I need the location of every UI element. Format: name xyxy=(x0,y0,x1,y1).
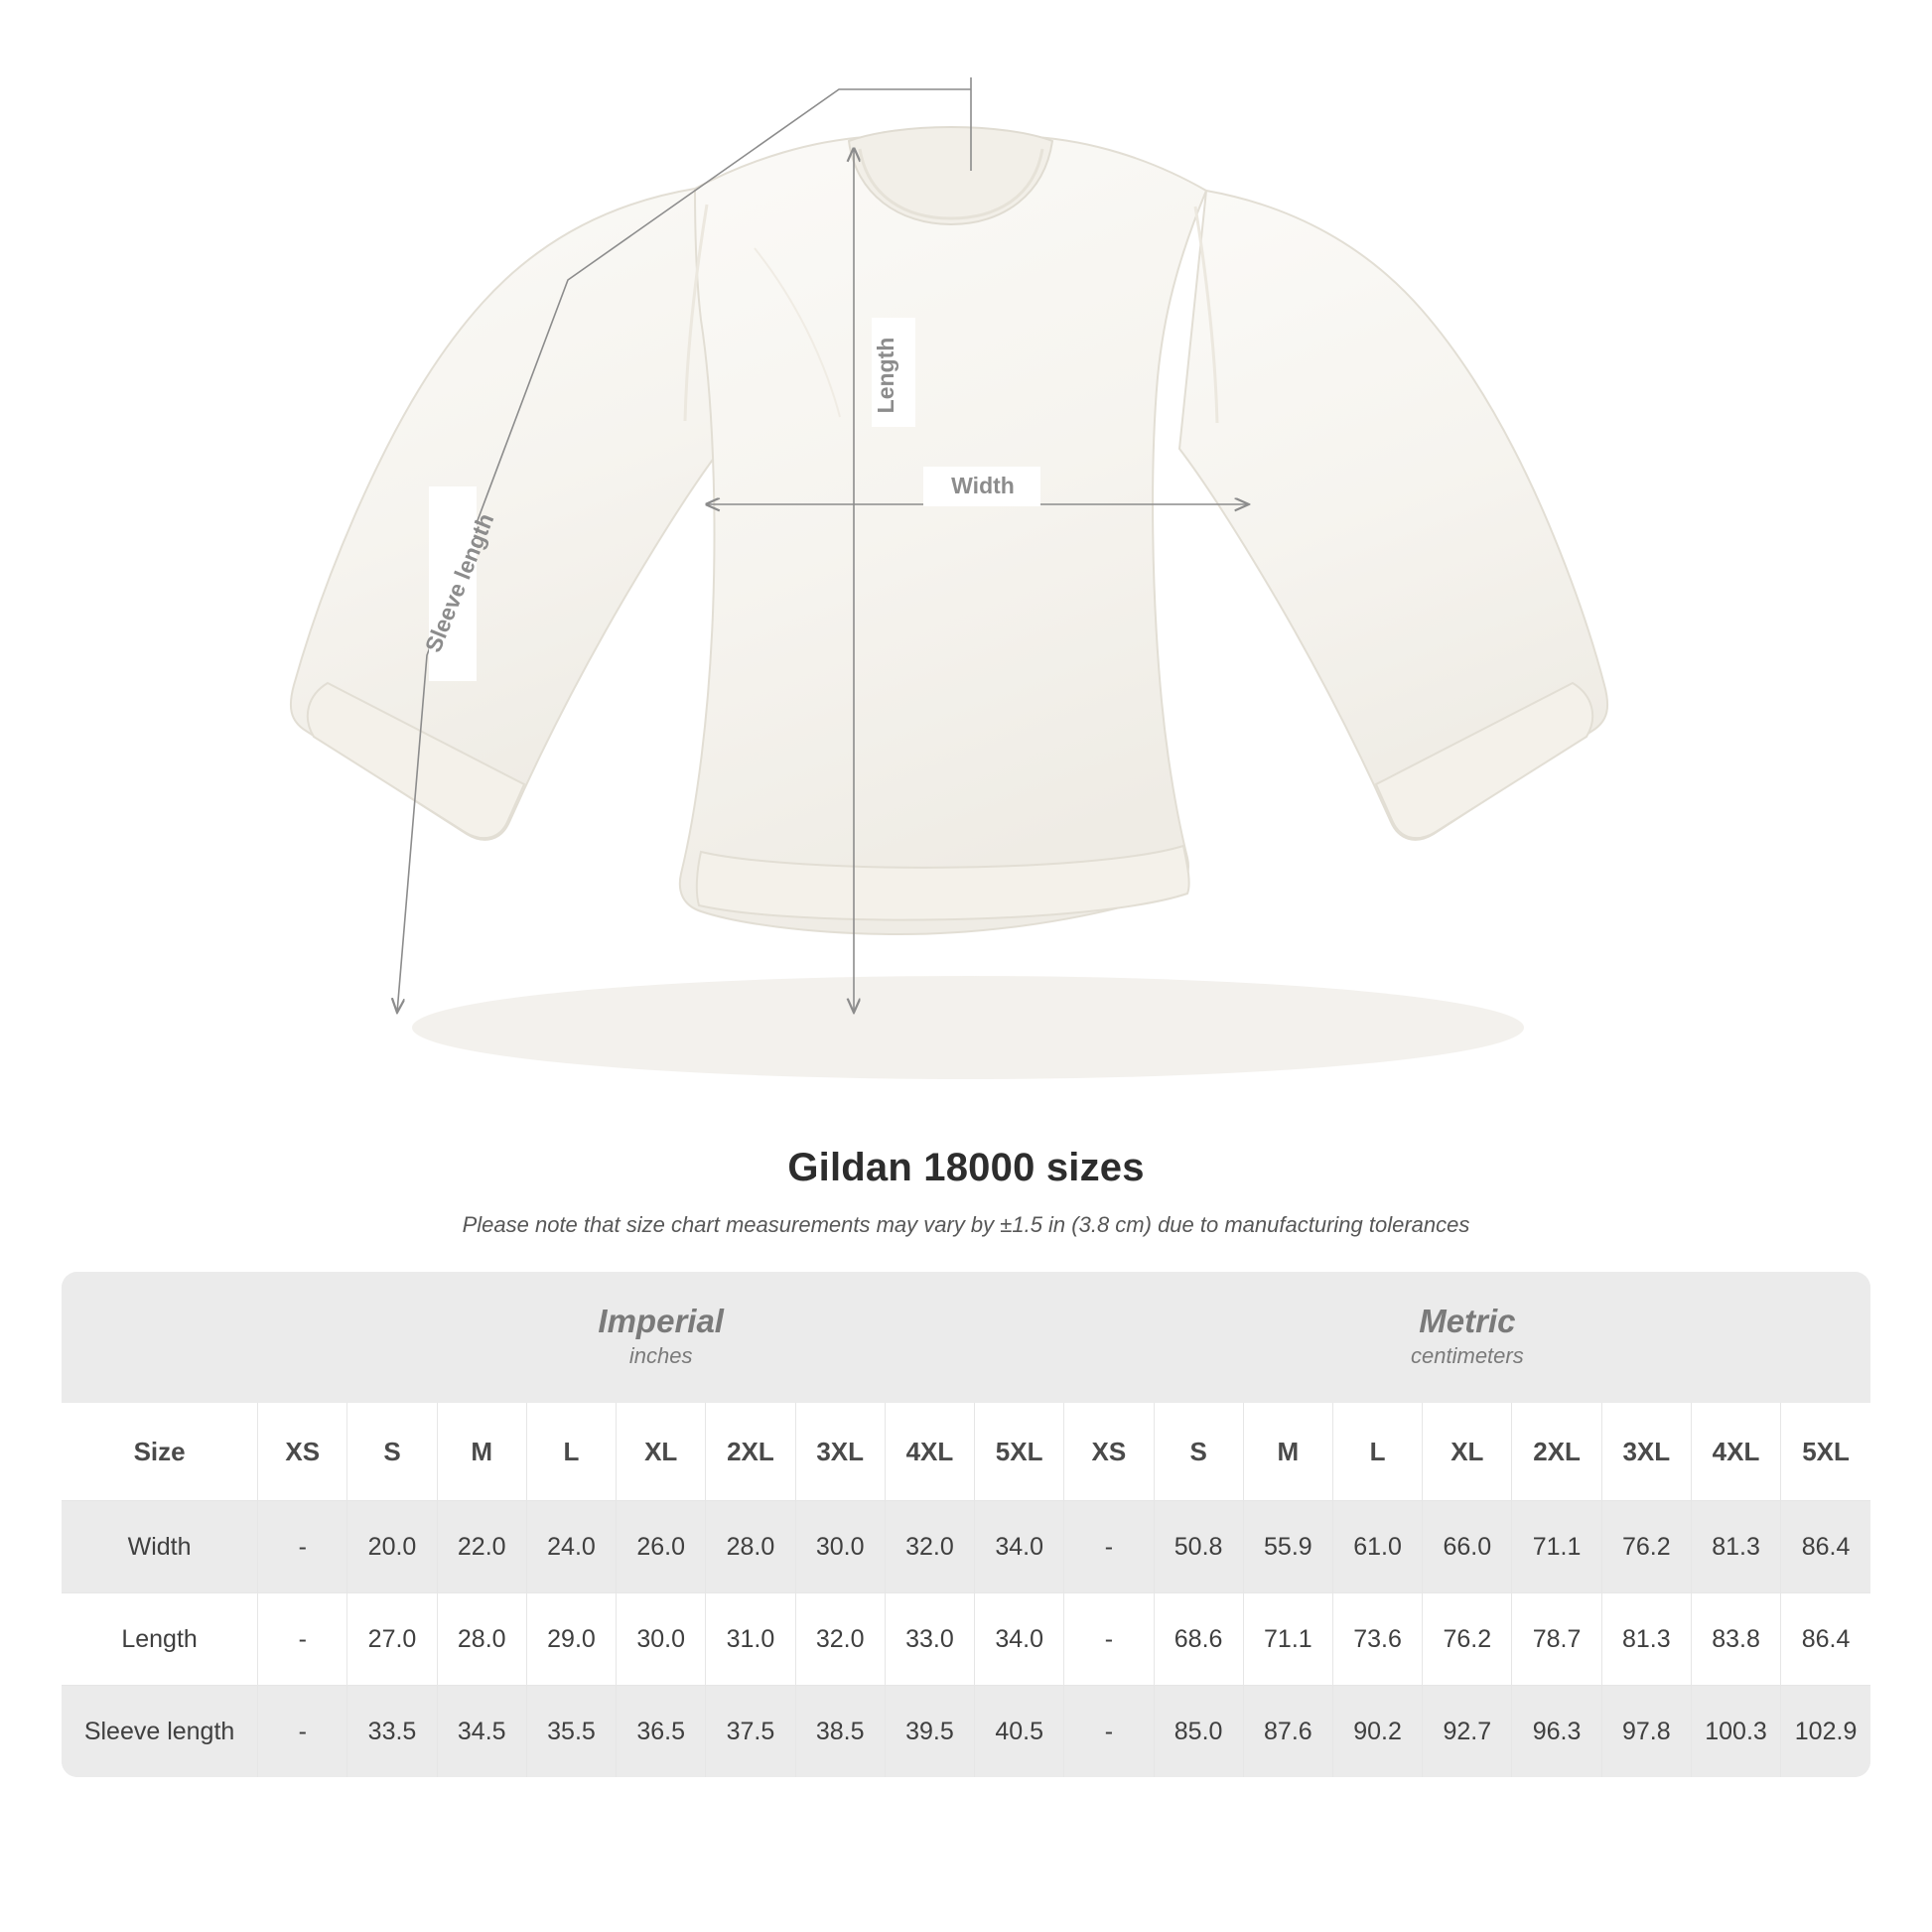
cell: 68.6 xyxy=(1154,1593,1243,1686)
imperial-label: Imperial xyxy=(598,1302,724,1339)
cell: - xyxy=(258,1593,347,1686)
column-header: XL xyxy=(1423,1403,1512,1501)
cell: 20.0 xyxy=(347,1501,437,1593)
column-header: M xyxy=(437,1403,526,1501)
metric-header xyxy=(1064,1272,1870,1403)
cell: 27.0 xyxy=(347,1593,437,1686)
cell: 28.0 xyxy=(706,1501,795,1593)
cell: 100.3 xyxy=(1691,1686,1780,1778)
cell: 36.5 xyxy=(617,1686,706,1778)
metric-sublabel: centimeters xyxy=(1411,1343,1524,1369)
cell: 35.5 xyxy=(526,1686,616,1778)
cell: 34.5 xyxy=(437,1686,526,1778)
cell: 96.3 xyxy=(1512,1686,1601,1778)
cell: 40.5 xyxy=(975,1686,1064,1778)
column-header: M xyxy=(1243,1403,1332,1501)
column-header: XL xyxy=(617,1403,706,1501)
cell: - xyxy=(1064,1686,1154,1778)
column-header: 5XL xyxy=(1781,1403,1870,1501)
cell: 30.0 xyxy=(617,1593,706,1686)
imperial-sublabel: inches xyxy=(628,1343,693,1369)
page-title: Gildan 18000 sizes xyxy=(787,1146,1145,1189)
tolerance-note: Please note that size chart measurements may vary by ±1.5 in (3.8 cm) due to manufacturing tolerances xyxy=(462,1212,1470,1237)
cell: 22.0 xyxy=(437,1501,526,1593)
cell: 81.3 xyxy=(1601,1593,1691,1686)
cell: 71.1 xyxy=(1243,1593,1332,1686)
cell: 55.9 xyxy=(1243,1501,1332,1593)
column-header: XS xyxy=(1064,1403,1154,1501)
chart-header xyxy=(0,1146,1932,1238)
cell: 50.8 xyxy=(1154,1501,1243,1593)
row-label: Length xyxy=(62,1593,258,1686)
cell: 76.2 xyxy=(1601,1501,1691,1593)
cell: 29.0 xyxy=(526,1593,616,1686)
imperial-header xyxy=(258,1272,1064,1403)
cell: 90.2 xyxy=(1332,1686,1422,1778)
cell: 83.8 xyxy=(1691,1593,1780,1686)
column-header: 3XL xyxy=(1601,1403,1691,1501)
column-header: 5XL xyxy=(975,1403,1064,1501)
cell: 97.8 xyxy=(1601,1686,1691,1778)
column-header: S xyxy=(1154,1403,1243,1501)
cell: 32.0 xyxy=(885,1501,974,1593)
column-header: 2XL xyxy=(706,1403,795,1501)
cell: 92.7 xyxy=(1423,1686,1512,1778)
column-header: L xyxy=(526,1403,616,1501)
column-header-row xyxy=(62,1403,1870,1501)
table-row xyxy=(62,1686,1870,1778)
cell: - xyxy=(258,1501,347,1593)
cell: 34.0 xyxy=(975,1593,1064,1686)
column-header: L xyxy=(1332,1403,1422,1501)
cell: 32.0 xyxy=(795,1593,885,1686)
size-table xyxy=(62,1272,1870,1777)
cell: 66.0 xyxy=(1423,1501,1512,1593)
cell: 85.0 xyxy=(1154,1686,1243,1778)
table-row xyxy=(62,1593,1870,1686)
cell: 33.0 xyxy=(885,1593,974,1686)
cell: 86.4 xyxy=(1781,1501,1870,1593)
cell: 76.2 xyxy=(1423,1593,1512,1686)
row-label: Width xyxy=(62,1501,258,1593)
cell: 31.0 xyxy=(706,1593,795,1686)
cell: 73.6 xyxy=(1332,1593,1422,1686)
length-label: Length xyxy=(873,337,898,414)
sleeve-length-label: Sleeve length xyxy=(419,509,499,656)
cell: 34.0 xyxy=(975,1501,1064,1593)
column-header: 3XL xyxy=(795,1403,885,1501)
cell: - xyxy=(258,1686,347,1778)
units-header-row xyxy=(62,1272,1870,1403)
cell: 71.1 xyxy=(1512,1501,1601,1593)
cell: 24.0 xyxy=(526,1501,616,1593)
size-header: Size xyxy=(62,1403,258,1501)
table-row xyxy=(62,1501,1870,1593)
cell: 102.9 xyxy=(1781,1686,1870,1778)
cell: 30.0 xyxy=(795,1501,885,1593)
metric-label: Metric xyxy=(1419,1302,1516,1339)
cell: 39.5 xyxy=(885,1686,974,1778)
row-label: Sleeve length xyxy=(62,1686,258,1778)
column-header: S xyxy=(347,1403,437,1501)
size-table-wrapper xyxy=(62,1272,1870,1777)
cell: 28.0 xyxy=(437,1593,526,1686)
cell: - xyxy=(1064,1593,1154,1686)
units-spacer xyxy=(62,1272,258,1403)
cell: 38.5 xyxy=(795,1686,885,1778)
column-header: 2XL xyxy=(1512,1403,1601,1501)
cell: 61.0 xyxy=(1332,1501,1422,1593)
width-label: Width xyxy=(951,473,1015,498)
cell: 86.4 xyxy=(1781,1593,1870,1686)
column-header: XS xyxy=(258,1403,347,1501)
cell: 87.6 xyxy=(1243,1686,1332,1778)
cell: 81.3 xyxy=(1691,1501,1780,1593)
column-header: 4XL xyxy=(885,1403,974,1501)
cell: - xyxy=(1064,1501,1154,1593)
cell: 37.5 xyxy=(706,1686,795,1778)
column-header: 4XL xyxy=(1691,1403,1780,1501)
cell: 78.7 xyxy=(1512,1593,1601,1686)
cell: 26.0 xyxy=(617,1501,706,1593)
cell: 33.5 xyxy=(347,1686,437,1778)
